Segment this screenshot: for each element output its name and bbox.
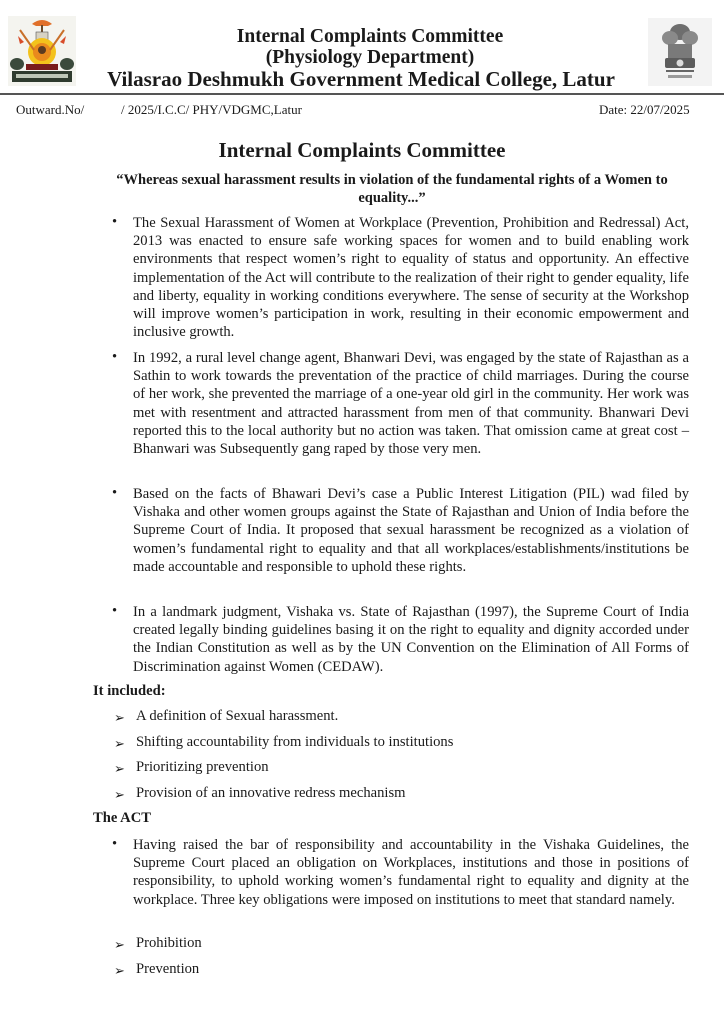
outward-label: Outward.No/ bbox=[16, 102, 85, 117]
document-date: Date: 22/07/2025 bbox=[599, 102, 690, 117]
included-heading: It included: bbox=[93, 683, 166, 699]
arrow-bullet-icon: ➢ bbox=[114, 710, 125, 725]
bullet-icon: • bbox=[112, 836, 118, 852]
arrow-bullet-icon: ➢ bbox=[114, 736, 125, 751]
arrow-bullet-icon: ➢ bbox=[114, 937, 125, 952]
included-item: Prioritizing prevention bbox=[136, 759, 269, 775]
header-divider bbox=[0, 93, 724, 95]
arrow-bullet-icon: ➢ bbox=[114, 963, 125, 978]
paragraph-bullet: The Sexual Harassment of Women at Workplace (Prevention, Prohibition and Redressal) Act, 2013 was enacted to ensure safe working spaces for women and to build enabling work environments that respect women’s right to equality of status and opportunity. An effective implementation of the Act will contribute to the realization of their right to gender equality, life and liberty, equality in working conditions everywhere. The sense of security at the Workshop will improve women’s participation in work, resulting in their economic empowerment and inclusive growth. bbox=[133, 215, 689, 341]
act-heading: The ACT bbox=[93, 810, 151, 826]
bullet-icon: • bbox=[112, 349, 118, 365]
paragraph-bullet: Based on the facts of Bhawari Devi’s case a Public Interest Litigation (PIL) wad filed by Vishaka and other women groups against the State of Rajasthan and Union of India before the Supreme Court of India. It proposed that sexual harassment be recognized as a violation of women’s fundamental right to equality and that all workplaces/establishments/institutions be made accountable and responsible to uphold these rights. bbox=[133, 486, 689, 575]
included-item: A definition of Sexual harassment. bbox=[136, 708, 339, 724]
act-item: Prevention bbox=[136, 961, 200, 977]
included-item: Shifting accountability from individuals to institutions bbox=[136, 734, 454, 750]
arrow-bullet-icon: ➢ bbox=[114, 787, 125, 802]
college-name: Vilasrao Deshmukh Government Medical College, Latur bbox=[107, 67, 615, 91]
document-quote: “Whereas sexual harassment results in violation of the fundamental rights of a Women to equality...” bbox=[116, 172, 668, 206]
letterhead bbox=[0, 0, 724, 96]
act-item: Prohibition bbox=[136, 935, 202, 951]
department-name: (Physiology Department) bbox=[265, 47, 475, 68]
national-emblem-icon bbox=[648, 18, 712, 86]
bullet-icon: • bbox=[112, 485, 118, 501]
bullet-icon: • bbox=[112, 214, 118, 230]
document-title: Internal Complaints Committee bbox=[218, 138, 506, 162]
committee-name: Internal Complaints Committee bbox=[236, 26, 504, 47]
act-paragraph: Having raised the bar of responsibility and accountability in the Vishaka Guidelines, the Supreme Court placed an obligation on Workplaces, institutions and those in positions of responsibility, to uphold working women’s fundamental right to equality and dignity at the workplace. Three key obligations were imposed on institutions to meet that standard namely. bbox=[133, 837, 689, 908]
included-item: Provision of an innovative redress mechanism bbox=[136, 785, 406, 801]
outward-number: / 2025/I.C.C/ PHY/VDGMC,Latur bbox=[121, 102, 302, 117]
paragraph-bullet: In a landmark judgment, Vishaka vs. State of Rajasthan (1997), the Supreme Court of India created legally binding guidelines basing it on the right to equality and dignity accorded under the Indian Constitution as well as by the UN Convention on the Elimination of All Forms of Discrimination against Women (CEDAW). bbox=[133, 604, 689, 675]
paragraph-bullet: In 1992, a rural level change agent, Bhanwari Devi, was engaged by the state of Rajasthan as a Sathin to work towards the preventation of the practice of child marriages. During the course of her work, she prevented the marriage of a one-year old girl in the community. Her work was met with resentment and attracted harassment from men of that community. Bhanwari Devi reported this to the local authority but no action was taken. That omission came at great cost – Bhanwari was Subsequently gang raped by those very men. bbox=[133, 350, 689, 458]
bullet-icon: • bbox=[112, 603, 118, 619]
arrow-bullet-icon: ➢ bbox=[114, 761, 125, 776]
college-emblem-icon bbox=[8, 16, 76, 86]
letterhead-titles bbox=[90, 26, 650, 91]
